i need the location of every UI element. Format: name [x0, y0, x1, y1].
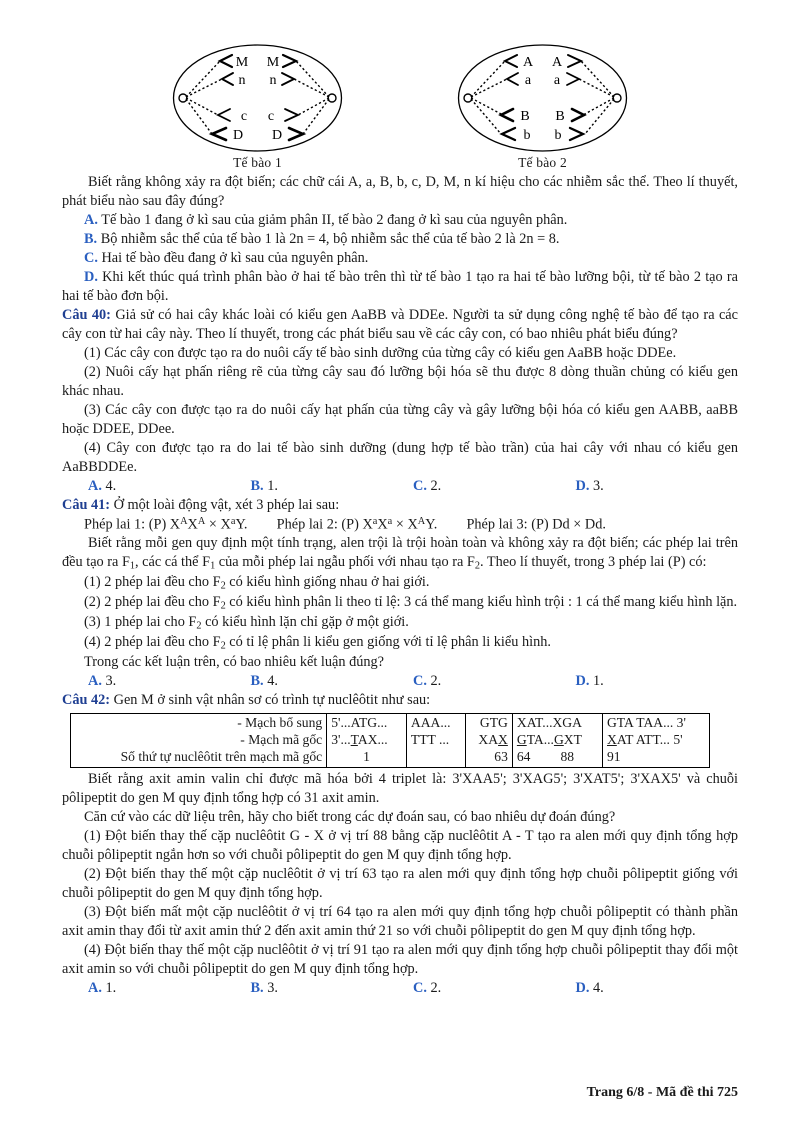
- q41-stem2-c: của mỗi phép lai ngẫu phối với nhau tạo ra F: [215, 554, 475, 571]
- stmt4-post: có tỉ lệ phân li kiểu gen giống với tỉ lệ phân li kiểu hình.: [225, 634, 551, 651]
- cross-1-end: Y.: [235, 516, 248, 533]
- col5-template-underlined: X: [606, 732, 617, 747]
- col2-template: TTT ...: [410, 732, 450, 747]
- answer-letter-c: C.: [413, 980, 427, 996]
- chromosome-label: A: [551, 55, 563, 70]
- cross-2-sup1: a: [372, 516, 378, 527]
- col3-number: 63: [494, 749, 508, 764]
- q42-stem: Gen M ở sinh vật nhân sơ có trình tự nuclêôtit như sau:: [113, 692, 431, 708]
- chromosome-label: n: [238, 73, 246, 88]
- col4-template-underlined-1: G: [516, 732, 527, 747]
- answer-value-a: 4.: [105, 478, 117, 494]
- stmt4-pre: (4) 2 phép lai đều cho F: [84, 634, 221, 651]
- cell-2-caption: Tế bào 2: [518, 155, 567, 170]
- answer-letter-a: A.: [88, 980, 102, 996]
- chromosome-label: a: [553, 73, 561, 88]
- chromosome-label: D: [232, 128, 244, 143]
- q42-answer-c[interactable]: [413, 979, 576, 998]
- stmt1-pre: (1) 2 phép lai đều cho F: [84, 574, 221, 591]
- cross-3-gen: (P) Dd × Dd.: [531, 516, 606, 533]
- answer-value-c: 2.: [430, 980, 442, 996]
- answer-value-b: 4.: [267, 673, 278, 689]
- col5-number: 91: [606, 749, 621, 764]
- q41-statement-1: [62, 573, 738, 593]
- chromosome-label: B: [520, 109, 530, 124]
- stmt2-sub: 2: [220, 600, 226, 612]
- q42-answer-a[interactable]: [88, 979, 251, 998]
- q42-statement-1: (1) Đột biến thay thế cặp nuclêôtit G - X ở vị trí 88 bằng cặp nuclêôtit A - T tạo ra alen mới quy định tổng hợp chuỗi pôlipeptit ngắn hơn so với chuỗi pôlipeptit do gen M quy định tổng hợp.: [62, 828, 738, 863]
- answer-value-d: 4.: [592, 980, 604, 996]
- col4-number-2: 88: [560, 749, 575, 764]
- col3-template: [470, 732, 508, 749]
- q42-block: [62, 691, 738, 710]
- table-col-1: [327, 714, 407, 768]
- q40-answers: [62, 477, 738, 496]
- answer-letter-c: C.: [413, 478, 427, 494]
- cell-figure-2: [455, 42, 630, 171]
- cell-1-caption: Tế bào 1: [233, 155, 282, 170]
- q42-label: Câu 42:: [62, 692, 111, 708]
- answer-value-b: 1.: [267, 478, 278, 494]
- cross-2-end: Y.: [425, 516, 438, 533]
- cross-3-name: Phép lai 3:: [466, 516, 528, 533]
- option-letter-b: B.: [84, 231, 98, 247]
- q42-statement-4: (4) Đột biến thay thế một cặp nuclêôtit ở vị trí 91 tạo ra alen mới quy định tổng hợp chuỗi pôlipeptit thay đổi một axit amin so với chuỗi pôlipeptit do gen M quy định tổng hợp.: [62, 942, 738, 977]
- stmt4-sub: 2: [220, 640, 226, 652]
- chromosome-label: b: [523, 128, 531, 143]
- answer-value-c: 2.: [430, 673, 442, 689]
- stmt3-sub: 2: [196, 620, 202, 632]
- q40-answer-d[interactable]: [576, 477, 739, 496]
- col3-complementary: GTG: [479, 715, 508, 730]
- stmt2-pre: (2) 2 phép lai đều cho F: [84, 594, 221, 611]
- col1-template-pre: 3'...: [331, 732, 351, 747]
- answer-value-d: 3.: [592, 478, 604, 494]
- q41-stem2-b: , các cá thể F: [135, 554, 211, 571]
- col1-template-post: AX...: [357, 732, 388, 747]
- q40-statement-2: (2) Nuôi cấy hạt phấn riêng rẽ của từng cây sau đó lưỡng bội hóa sẽ thu được 8 dòng thuần chủng có kiểu gen khác nhau.: [62, 364, 738, 399]
- table-row: [71, 714, 710, 768]
- table-row-labels: [71, 714, 327, 768]
- q39-option-d: [62, 268, 738, 306]
- option-letter-c: C.: [84, 250, 98, 266]
- answer-value-c: 2.: [430, 478, 442, 494]
- nucleotide-sequence-table: [70, 713, 710, 768]
- col4-numbers: [517, 749, 598, 766]
- answer-letter-b: B.: [250, 980, 264, 996]
- cross-2-mid: X: [377, 516, 388, 533]
- col3-template-pre: XA: [478, 732, 499, 747]
- table-col-4: [512, 714, 602, 768]
- table-col-2: [406, 714, 465, 768]
- q41-statement-2: [62, 593, 738, 613]
- stmt3-post: có kiểu hình lặn chỉ gặp ở một giới.: [201, 614, 409, 631]
- q40-answer-a[interactable]: [88, 477, 251, 496]
- option-letter-d: D.: [84, 269, 98, 285]
- answer-letter-b: B.: [250, 478, 264, 494]
- col1-template: [331, 732, 402, 749]
- q41-block: [62, 496, 738, 515]
- q41-crosses: [62, 515, 738, 534]
- q41-statement-3: [62, 613, 738, 633]
- chromosome-label: D: [271, 128, 283, 143]
- q42-statement-3: (3) Đột biến mất một cặp nuclêôtit ở vị trí 64 tạo ra alen mới quy định tổng hợp chuỗi pôlipeptit có thành phần axit amin thay đổi từ axit amin thứ 2 đến axit amin thứ 21 so với chuỗi pôlipeptit do gen M quy định tổng hợp.: [62, 904, 738, 939]
- cross-1-gen: (P) X: [148, 516, 181, 533]
- q41-answer-c[interactable]: [413, 672, 576, 691]
- col4-number-1: 64: [516, 749, 531, 764]
- stmt1-post: có kiểu hình giống nhau ở hai giới.: [225, 574, 430, 591]
- q42-answers: [62, 979, 738, 998]
- q41-stem2-d: . Theo lí thuyết, trong 3 phép lai (P) có:: [480, 554, 707, 571]
- cross-1-mid: X: [187, 516, 198, 533]
- stmt3-pre: (3) 1 phép lai cho F: [84, 614, 197, 631]
- answer-letter-a: A.: [88, 673, 102, 689]
- col1-template-underlined: T: [350, 732, 358, 747]
- answer-letter-d: D.: [575, 980, 590, 996]
- answer-value-a: 1.: [105, 980, 117, 996]
- cross-2-gen: (P) X: [341, 516, 373, 533]
- answer-letter-c: C.: [413, 673, 427, 689]
- q41-stem: Ở một loài động vật, xét 3 phép lai sau:: [113, 497, 340, 513]
- q41-closing: Trong các kết luận trên, có bao nhiêu kết luận đúng?: [84, 654, 385, 670]
- cross-2-sup3: A: [417, 516, 426, 527]
- q41-label: Câu 41:: [62, 497, 111, 513]
- chromosome-label: M: [266, 55, 280, 70]
- table-col-5: [602, 714, 709, 768]
- q42-answer-b[interactable]: [251, 979, 414, 998]
- chromosome-label: a: [524, 73, 532, 88]
- answer-value-b: 3.: [267, 980, 278, 996]
- q40-stem: Giả sử có hai cây khác loài có kiểu gen AaBB và DDEe. Người ta sử dụng công nghệ tế bào để tạo ra các cây con từ hai cây này. Theo lí thuyết, trong các phát biểu sau về các cây con, có bao nhiêu phát biểu đúng?: [62, 307, 739, 342]
- answer-letter-a: A.: [88, 478, 102, 494]
- cell-2-diagram: [455, 42, 630, 154]
- q40-statement-4: (4) Cây con được tạo ra do lai tế bào sinh dưỡng (dung hợp tế bào trần) của hai cây với nhau có kiểu gen AaBBDDEe.: [62, 440, 738, 475]
- chromosome-label: b: [554, 128, 562, 143]
- option-text-b: Bộ nhiễm sắc thể của tế bào 1 là 2n = 4, bộ nhiễm sắc thể của tế bào 2 là 2n = 8.: [100, 231, 560, 247]
- page-footer: Trang 6/8 - Mã đề thi 725: [586, 1085, 738, 1100]
- cross-2-sup2: a: [387, 516, 393, 527]
- q39-option-b: [62, 230, 738, 249]
- answer-letter-d: D.: [575, 673, 590, 689]
- col4-complementary: XAT...XGA: [516, 715, 582, 730]
- q42-stem3: Căn cứ vào các dữ liệu trên, hãy cho biết trong các dự đoán sau, có bao nhiêu dự đoán đúng?: [84, 809, 616, 825]
- q41-sub-f2: 2: [474, 560, 481, 572]
- col5-template: [607, 732, 705, 749]
- col1-number: 1: [363, 749, 370, 764]
- option-text-a: Tế bào 1 đang ở kì sau của giảm phân II, tế bào 2 đang ở kì sau của nguyên phân.: [101, 212, 568, 228]
- row-label-template: - Mạch mã gốc: [240, 732, 323, 747]
- col2-number: [411, 749, 461, 766]
- col1-complementary: 5'...ATG...: [331, 715, 388, 730]
- chromosome-label: c: [240, 109, 248, 124]
- q41-answers: [62, 672, 738, 691]
- q39-option-a: [62, 211, 738, 230]
- col4-template: [517, 732, 598, 749]
- option-letter-a: A.: [84, 212, 98, 228]
- cell-division-figure: [62, 42, 738, 171]
- cross-2-name: Phép lai 2:: [276, 516, 338, 533]
- q41-answer-b[interactable]: [251, 672, 414, 691]
- q41-statement-4: [62, 633, 738, 653]
- chromosome-label: A: [522, 55, 534, 70]
- q41-sub-f1a: 1: [129, 560, 136, 572]
- option-text-c: Hai tế bào đều đang ở kì sau của nguyên phân.: [101, 250, 369, 266]
- cross-1-name: Phép lai 1:: [84, 516, 146, 533]
- q40-answer-b[interactable]: [251, 477, 414, 496]
- q39-stem: Biết rằng không xảy ra đột biến; các chữ cái A, a, B, b, c, D, M, n kí hiệu cho các nhiễm sắc thể. Theo lí thuyết, phát biểu nào sau đây đúng?: [62, 174, 738, 209]
- answer-letter-b: B.: [250, 673, 264, 689]
- q41-stem2-a: Biết rằng mỗi gen quy định một tính trạng, alen trội là trội hoàn toàn và không xảy ra đột biến; các phép lai trên đều tạo ra F: [62, 535, 738, 571]
- cross-2-times: × X: [392, 516, 418, 533]
- col4-template-post: XT: [563, 732, 582, 747]
- col5-template-post: AT ATT... 5': [616, 732, 683, 747]
- q42-stem2: Biết rằng axit amin valin chỉ được mã hóa bởi 4 triplet là: 3'XAA5'; 3'XAG5'; 3'XAT5'; 3'XAX5' và chuỗi pôlipeptit do gen M quy định tổng hợp có 31 axit amin.: [62, 771, 738, 806]
- q40-statement-3: (3) Các cây con được tạo ra do nuôi cấy hạt phấn của từng cây và gây lưỡng bội hóa có kiểu gen AABB, aaBB hoặc DDEE, DDee.: [62, 402, 738, 437]
- q40-label: Câu 40:: [62, 307, 111, 323]
- q39-option-c: [62, 249, 738, 268]
- q42-answer-d[interactable]: [576, 979, 739, 998]
- stmt1-sub: 2: [220, 580, 226, 592]
- page-content: [62, 42, 738, 998]
- row-label-numbering: Số thứ tự nuclêôtit trên mạch mã gốc: [120, 749, 323, 764]
- col4-template-mid: TA...: [526, 732, 554, 747]
- cross-1-times: × X: [205, 516, 231, 533]
- q41-answer-a[interactable]: [88, 672, 251, 691]
- cross-1-sup2: A: [197, 516, 206, 527]
- stmt2-post: có kiểu hình phân li theo tỉ lệ: 3 cá thể mang kiểu hình trội : 1 cá thể mang kiểu hình lặn.: [225, 594, 738, 611]
- answer-value-d: 1.: [592, 673, 604, 689]
- q41-stem2: [62, 534, 738, 573]
- q41-sub-f1b: 1: [210, 560, 216, 572]
- cell-1-diagram: [170, 42, 345, 154]
- chromosome-label: n: [269, 73, 277, 88]
- answer-value-a: 3.: [105, 673, 117, 689]
- chromosome-label: B: [555, 109, 565, 124]
- table-col-3: [466, 714, 513, 768]
- q41-answer-d[interactable]: [576, 672, 739, 691]
- q40-block: [62, 306, 738, 344]
- col3-template-underlined: X: [498, 732, 508, 747]
- option-text-d: Khi kết thúc quá trình phân bào ở hai tế bào trên thì từ tế bào 1 tạo ra hai tế bào lưỡng bội, từ tế bào 2 tạo ra hai tế bào đơn bội.: [62, 269, 738, 304]
- q40-answer-c[interactable]: [413, 477, 576, 496]
- col5-complementary: GTA TAA... 3': [606, 715, 686, 730]
- chromosome-label: c: [267, 109, 275, 124]
- q40-statement-1: (1) Các cây con được tạo ra do nuôi cấy tế bào sinh dưỡng của từng cây có kiểu gen AaBB hoặc DDEe.: [84, 345, 677, 361]
- cell-figure-1: [170, 42, 345, 171]
- chromosome-label: M: [235, 55, 249, 70]
- answer-letter-d: D.: [575, 478, 590, 494]
- col2-complementary: AAA...: [410, 715, 451, 730]
- col4-template-underlined-2: G: [553, 732, 564, 747]
- cross-1-sup1: A: [180, 516, 188, 527]
- row-label-complementary: - Mạch bổ sung: [237, 715, 323, 730]
- cross-1-sup3: a: [230, 516, 236, 527]
- q42-statement-2: (2) Đột biến thay thế một cặp nuclêôtit ở vị trí 63 tạo ra alen mới quy định tổng hợp chuỗi pôlipeptit giống với chuỗi pôlipeptit do gen M quy định tổng hợp.: [62, 866, 738, 901]
